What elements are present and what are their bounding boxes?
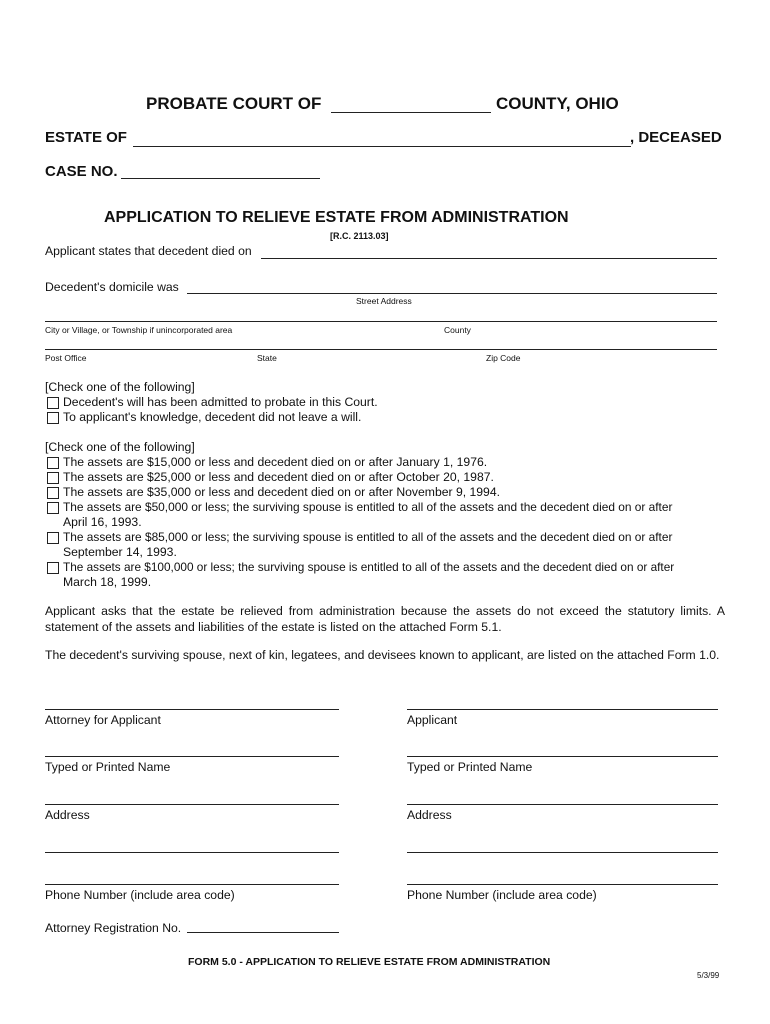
assets-15000-checkbox[interactable]: [47, 457, 59, 469]
estate-label: ESTATE OF: [45, 129, 127, 146]
attorney-for-applicant-label: Attorney for Applicant: [45, 713, 161, 727]
deceased-label: , DECEASED: [630, 129, 722, 146]
applicant-phone-label: Phone Number (include area code): [407, 888, 597, 902]
state-caption: State: [257, 353, 277, 363]
applicant-address-line[interactable]: [407, 804, 718, 805]
applicant-address-label: Address: [407, 808, 452, 822]
estate-name-line[interactable]: [133, 146, 631, 147]
case-number-line[interactable]: [121, 178, 320, 179]
assets-85000-checkbox[interactable]: [47, 532, 59, 544]
court-title-suffix: COUNTY, OHIO: [496, 94, 619, 113]
no-will-label: To applicant's knowledge, decedent did not leave a will.: [63, 410, 362, 424]
assets-25000-checkbox[interactable]: [47, 472, 59, 484]
city-county-line[interactable]: [45, 321, 717, 322]
assets-15000-label: The assets are $15,000 or less and decedent died on or after January 1, 1976.: [63, 455, 488, 469]
assets-35000-label: The assets are $35,000 or less and decedent died on or after November 9, 1994.: [63, 485, 500, 499]
died-on-label: Applicant states that decedent died on: [45, 244, 252, 258]
statute-reference: [R.C. 2113.03]: [330, 231, 389, 241]
domicile-label: Decedent's domicile was: [45, 280, 179, 294]
attorney-phone-line[interactable]: [45, 884, 339, 885]
applicant-typed-name-label: Typed or Printed Name: [407, 760, 533, 774]
county-name-line[interactable]: [331, 112, 491, 113]
assets-50000-checkbox[interactable]: [47, 502, 59, 514]
no-will-checkbox[interactable]: [47, 412, 59, 424]
attorney-signature-line[interactable]: [45, 709, 339, 710]
assets-50000-label: The assets are $50,000 or less; the surviving spouse is entitled to all of the assets and the decedent died on or after: [63, 500, 673, 514]
applicant-phone-line[interactable]: [407, 884, 718, 885]
assets-85000-date: September 14, 1993.: [63, 545, 177, 559]
attorney-address-line[interactable]: [45, 804, 339, 805]
applicant-address-line-2[interactable]: [407, 852, 718, 853]
assets-85000-label: The assets are $85,000 or less; the surviving spouse is entitled to all of the assets and the decedent died on or after: [63, 530, 673, 544]
form-title: APPLICATION TO RELIEVE ESTATE FROM ADMINISTRATION: [104, 209, 569, 226]
attorney-address-label: Address: [45, 808, 90, 822]
attorney-registration-label: Attorney Registration No.: [45, 921, 182, 935]
street-address-line[interactable]: [187, 293, 717, 294]
county-caption: County: [444, 325, 471, 335]
footer-form-name: FORM 5.0 - APPLICATION TO RELIEVE ESTATE FROM ADMINISTRATION: [188, 956, 551, 968]
attorney-registration-line[interactable]: [187, 932, 339, 933]
relief-paragraph: Applicant asks that the estate be relieved from administration because the assets do not exceed the statutory limits. A statement of the assets and liabilities of the estate is listed on the attached Form 5.1.: [45, 604, 725, 634]
assets-50000-date: April 16, 1993.: [63, 515, 142, 529]
post-office-caption: Post Office: [45, 353, 87, 363]
postal-line[interactable]: [45, 349, 717, 350]
assets-35000-checkbox[interactable]: [47, 487, 59, 499]
assets-100000-date: March 18, 1999.: [63, 575, 152, 589]
assets-25000-label: The assets are $25,000 or less and decedent died on or after October 20, 1987.: [63, 470, 494, 484]
zip-caption: Zip Code: [486, 353, 521, 363]
applicant-signature-line[interactable]: [407, 709, 718, 710]
attorney-typed-name-label: Typed or Printed Name: [45, 760, 171, 774]
city-caption: City or Village, or Township if unincorporated area: [45, 325, 233, 335]
will-admitted-label: Decedent's will has been admitted to probate in this Court.: [63, 395, 378, 409]
attorney-phone-label: Phone Number (include area code): [45, 888, 235, 902]
attorney-address-line-2[interactable]: [45, 852, 339, 853]
assets-100000-checkbox[interactable]: [47, 562, 59, 574]
applicant-label: Applicant: [407, 713, 458, 727]
attorney-name-line[interactable]: [45, 756, 339, 757]
case-number-label: CASE NO.: [45, 163, 118, 180]
assets-100000-label: The assets are $100,000 or less; the surviving spouse is entitled to all of the assets and the decedent died on or after: [63, 560, 675, 574]
spouse-paragraph: The decedent's surviving spouse, next of kin, legatees, and devisees known to applicant, are listed on the attached Form 1.0.: [45, 648, 720, 662]
assets-section-heading: [Check one of the following]: [45, 440, 195, 454]
will-admitted-checkbox[interactable]: [47, 397, 59, 409]
street-address-caption: Street Address: [356, 296, 412, 306]
will-section-heading: [Check one of the following]: [45, 380, 195, 394]
court-title-prefix: PROBATE COURT OF: [146, 94, 322, 113]
footer-date: 5/3/99: [697, 971, 720, 980]
date-of-death-line[interactable]: [261, 258, 717, 259]
applicant-name-line[interactable]: [407, 756, 718, 757]
